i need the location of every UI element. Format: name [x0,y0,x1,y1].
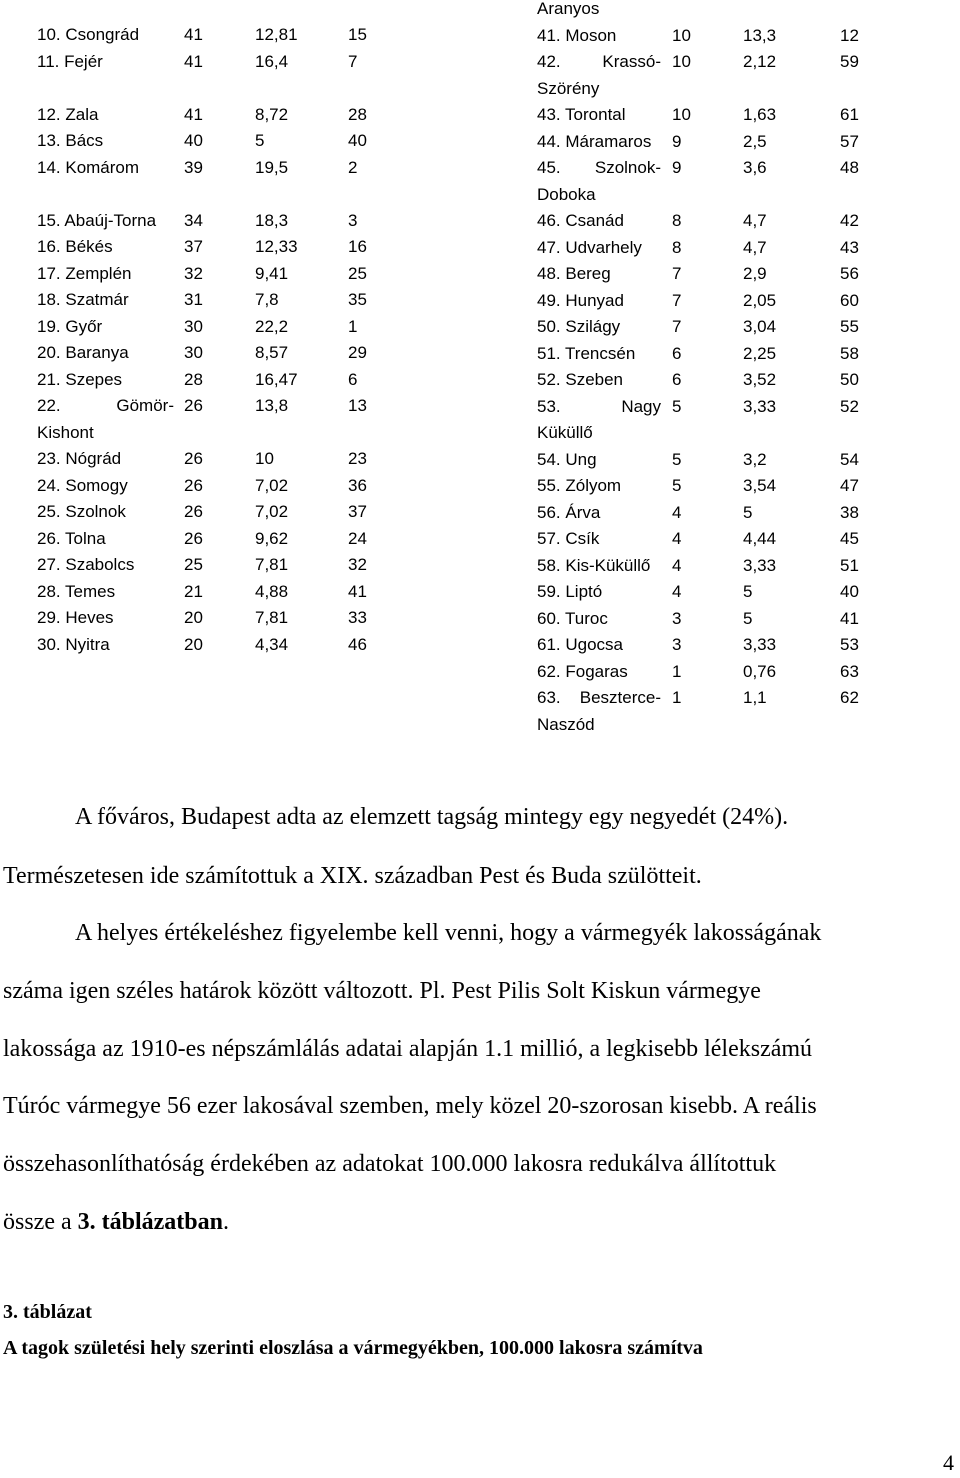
member-count: 5 [672,449,682,469]
per-100k-value: 4,88 [255,581,289,601]
county-name: 28. Temes [37,581,116,601]
member-count: 26 [184,528,203,548]
county-name: 13. Bács [37,131,104,150]
county-name: 17. Zemplén [37,263,132,283]
rank: 58 [840,343,859,363]
member-count: 30 [184,316,203,336]
county-name: 55. Zólyom [537,476,622,495]
member-count: 4 [672,529,682,548]
county-name-part-2: Küküllő [537,423,593,442]
per-100k-value: 3,54 [743,476,777,495]
member-count: 9 [672,131,682,151]
county-name: 57. Csík [537,529,600,548]
member-count: 5 [672,476,682,495]
county-name: 10. Csongrád [37,25,140,44]
rank: 15 [348,25,367,44]
county-name: 49. Hunyad [537,290,624,310]
county-name: 52. Szeben [537,370,624,389]
per-100k-value: 2,9 [743,264,767,283]
county-name: 30. Nyitra [37,634,110,654]
rank: 33 [348,608,367,627]
member-count: 41 [184,51,203,71]
per-100k-value: 7,02 [255,475,289,495]
county-name: 58. Kis-Küküllő [537,555,651,575]
county-name: 43. Torontal [537,105,626,124]
rank: 6 [348,369,358,389]
rank: 56 [840,264,859,283]
county-name: 29. Heves [37,608,114,627]
rank: 50 [840,370,859,389]
rank: 55 [840,317,859,336]
per-100k-value: 2,12 [743,52,777,71]
rank: 28 [348,104,367,124]
per-100k-value: 13,3 [743,25,777,45]
member-count: 26 [184,502,203,521]
per-100k-value: 9,62 [255,528,289,548]
county-name: 61. Ugocsa [537,635,623,654]
paragraph-population-line-1: A helyes értékeléshez figyelembe kell venni, hogy a vármegyék lakosságának [75,920,822,946]
paragraph-population-line-4: Túróc vármegye 56 ezer lakosával szemben, mely közel 20-szorosan kisebb. A reális [3,1093,817,1119]
county-name: 44. Máramaros [537,131,652,151]
county-number: 63. [537,688,561,707]
member-count: 10 [672,105,691,124]
county-name: 14. Komárom [37,157,140,177]
member-count: 28 [184,369,203,389]
member-count: 7 [672,264,682,283]
member-count: 1 [672,661,682,681]
rank: 46 [348,634,367,654]
county-name: 54. Ung [537,449,597,469]
per-100k-value: 3,33 [743,635,777,654]
per-100k-value: 9,41 [255,263,289,283]
county-name: 50. Szilágy [537,317,621,336]
paragraph-population-line-2: száma igen széles határok között változott. Pl. Pest Pilis Solt Kiskun vármegye [3,978,761,1004]
rank: 43 [840,237,859,257]
county-name: 41. Moson [537,25,617,45]
rank: 23 [348,449,367,468]
per-100k-value: 8,57 [255,343,289,362]
per-100k-value: 5 [743,608,753,628]
member-count: 20 [184,634,203,654]
member-count: 4 [672,502,682,522]
rank: 42 [840,211,859,230]
rank: 12 [840,25,859,45]
rank: 61 [840,105,859,124]
member-count: 26 [184,475,203,495]
per-100k-value: 4,7 [743,211,767,230]
rank: 60 [840,290,859,310]
paragraph-capital-note: Természetesen ide számítottuk a XIX. században Pest és Buda szülötteit. [3,863,702,889]
rank: 36 [348,475,367,495]
member-count: 8 [672,237,682,257]
county-name-part-2: Doboka [537,184,596,204]
county-name: 59. Liptó [537,582,603,601]
county-name-part-2: Szörény [537,78,600,98]
member-count: 1 [672,688,682,707]
county-name-part-1: Krassó- [602,52,661,71]
per-100k-value: 4,34 [255,634,289,654]
per-100k-value: 16,47 [255,369,298,389]
county-name: 12. Zala [37,104,99,124]
county-number: 22. [37,396,61,415]
table-3-caption: A tagok születési hely szerinti eloszlása a vármegyékben, 100.000 lakosra számítva [3,1337,703,1359]
rank: 2 [348,157,358,177]
per-100k-value: 1,1 [743,688,767,707]
county-name [537,394,661,447]
rank: 53 [840,635,859,654]
county-name: 11. Fejér [37,51,103,71]
rank: 35 [348,290,367,309]
per-100k-value: 5 [743,502,753,522]
paragraph-population-line-3: lakossága az 1910-es népszámlálás adatai alapján 1.1 millió, a legkisebb lélekszámú [3,1036,813,1062]
county-name: 23. Nógrád [37,449,122,468]
county-name: 26. Tolna [37,528,106,548]
county-name [537,155,661,208]
member-count: 37 [184,237,203,256]
county-name: 19. Győr [37,316,103,336]
rank: 3 [348,210,358,230]
member-count: 3 [672,608,682,628]
county-name: 24. Somogy [37,475,128,495]
per-100k-value: 2,5 [743,131,767,151]
paragraph-capital-share: A főváros, Budapest adta az elemzett tagság mintegy egy negyedét (24%). [75,804,789,830]
county-name: 51. Trencsén [537,343,636,363]
member-count: 6 [672,343,682,363]
county-name: 47. Udvarhely [537,237,642,257]
county-name: 16. Békés [37,237,113,256]
paragraph-population-line-5: összehasonlíthatóság érdekében az adatokat 100.000 lakosra redukálva állítottuk [3,1151,777,1177]
rank: 59 [840,52,859,71]
per-100k-value: 2,05 [743,290,777,310]
rank: 47 [840,476,859,495]
rank: 41 [348,581,367,601]
rank: 37 [348,502,367,521]
rank: 63 [840,661,859,681]
rank: 40 [348,131,367,150]
county-number: 42. [537,52,561,71]
per-100k-value: 3,33 [743,555,777,575]
member-count: 39 [184,157,203,177]
per-100k-value: 7,02 [255,502,289,521]
rank: 13 [348,396,367,415]
county-name: 48. Bereg [537,264,611,283]
per-100k-value: 12,81 [255,25,298,44]
per-100k-value: 0,76 [743,661,777,681]
member-count: 10 [672,52,691,71]
member-count: 7 [672,317,682,336]
county-name: 15. Abaúj-Torna [37,210,157,230]
member-count: 6 [672,370,682,389]
member-count: 26 [184,449,203,468]
rank: 16 [348,237,367,256]
member-count: 26 [184,396,203,415]
county-name [537,685,661,738]
county-name: 46. Csanád [537,211,624,230]
per-100k-value: 22,2 [255,316,289,336]
county-name-part-2: Kishont [37,422,94,442]
county-name [537,49,661,102]
rank: 51 [840,555,859,575]
page-number: 4 [943,1450,954,1475]
member-count: 5 [672,396,682,416]
rank: 1 [348,316,358,336]
table-3-label: 3. táblázat [3,1301,92,1323]
member-count: 4 [672,582,682,601]
county-name-part-1: Beszterce- [579,688,661,707]
member-count: 31 [184,290,203,309]
rank: 41 [840,608,859,628]
member-count: 10 [672,25,691,45]
rank: 25 [348,263,367,283]
rank: 52 [840,396,859,416]
per-100k-value: 4,44 [743,529,777,548]
member-count: 4 [672,555,682,575]
member-count: 30 [184,343,203,362]
per-100k-value: 5 [743,582,753,601]
per-100k-value: 3,04 [743,317,777,336]
per-100k-value: 3,33 [743,396,777,416]
per-100k-value: 7,81 [255,555,289,574]
per-100k-value: 3,6 [743,158,767,177]
per-100k-value: 2,25 [743,343,777,363]
county-name-part-1: Szolnok- [594,158,661,177]
member-count: 8 [672,211,682,230]
rank: 24 [348,528,367,548]
rank: 57 [840,131,859,151]
county-name: 62. Fogaras [537,661,628,681]
member-count: 41 [184,104,203,124]
county-name: 20. Baranya [37,343,129,362]
rank: 54 [840,449,859,469]
county-name: 25. Szolnok [37,502,126,521]
rank: 32 [348,555,367,574]
county-number: 53. [537,396,561,416]
member-count: 7 [672,290,682,310]
county-name: 21. Szepes [37,369,123,389]
per-100k-value: 3,2 [743,449,767,469]
per-100k-value: 3,52 [743,370,777,389]
member-count: 40 [184,131,203,150]
continued-county-name: Aranyos [537,0,600,18]
member-count: 34 [184,210,203,230]
rank: 29 [348,343,367,362]
per-100k-value: 13,8 [255,396,289,415]
county-name-part-1: Nagy [621,396,661,416]
member-count: 21 [184,581,203,601]
county-name: 60. Turoc [537,608,608,628]
paragraph-text-end: . [223,1209,229,1235]
per-100k-value: 19,5 [255,157,289,177]
per-100k-value: 12,33 [255,237,298,256]
county-name-part-1: Gömör- [116,396,174,415]
paragraph-population-line-6 [3,1208,953,1237]
rank: 38 [840,502,859,522]
per-100k-value: 1,63 [743,105,777,124]
member-count: 32 [184,263,203,283]
rank: 45 [840,529,859,548]
member-count: 25 [184,555,203,574]
rank: 40 [840,582,859,601]
per-100k-value: 18,3 [255,210,289,230]
rank: 48 [840,158,859,177]
per-100k-value: 7,8 [255,290,279,309]
per-100k-value: 4,7 [743,237,767,257]
member-count: 3 [672,635,682,654]
per-100k-value: 16,4 [255,51,289,71]
member-count: 9 [672,158,682,177]
rank: 62 [840,688,859,707]
county-name [37,393,174,446]
per-100k-value: 8,72 [255,104,289,124]
member-count: 41 [184,25,203,44]
county-name: 56. Árva [537,502,601,522]
per-100k-value: 5 [255,131,265,150]
table-reference: 3. táblázatban [77,1209,223,1235]
county-name: 27. Szabolcs [37,555,135,574]
per-100k-value: 10 [255,449,274,468]
county-number: 45. [537,158,561,177]
per-100k-value: 7,81 [255,608,289,627]
paragraph-text: össze a [3,1209,78,1235]
rank: 7 [348,51,358,71]
county-name-part-2: Naszód [537,714,595,734]
county-name: 18. Szatmár [37,290,129,309]
member-count: 20 [184,608,203,627]
